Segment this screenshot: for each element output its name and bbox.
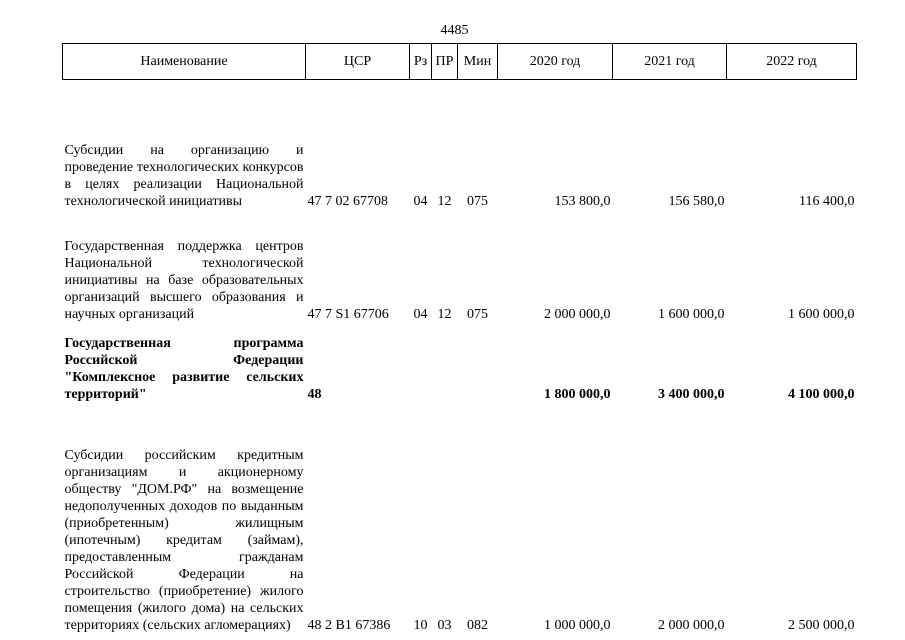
row-2022: 2 500 000,0 xyxy=(788,617,855,633)
row-2022: 1 600 000,0 xyxy=(788,306,855,322)
row-2020: 2 000 000,0 xyxy=(544,306,611,322)
header-name: Наименование xyxy=(63,44,306,80)
row-min xyxy=(458,323,498,403)
table-row xyxy=(63,323,857,403)
row-2021: 2 000 000,0 xyxy=(658,617,725,633)
row-2021: 156 580,0 xyxy=(668,193,725,209)
row-rz: 04 xyxy=(413,306,428,322)
table-header-row xyxy=(63,44,857,80)
header-csr: ЦСР xyxy=(306,44,410,80)
row-pr xyxy=(432,323,458,403)
row-min: 082 xyxy=(467,617,488,633)
row-pr: 12 xyxy=(437,193,452,209)
row-rz: 04 xyxy=(413,193,428,209)
row-min: 075 xyxy=(467,306,488,322)
budget-table xyxy=(62,43,857,634)
row-pr: 03 xyxy=(437,617,452,633)
row-min: 075 xyxy=(467,193,488,209)
row-csr: 47 7 S1 67706 xyxy=(307,306,389,322)
row-name: Государственная поддержка центров Национальной технологической инициативы на базе образовательных организаций высшего образования и научных организаций xyxy=(64,238,304,322)
row-2020: 1 000 000,0 xyxy=(544,617,611,633)
page-number: 4485 xyxy=(440,23,469,38)
row-csr: 48 xyxy=(307,386,322,402)
header-2022: 2022 год xyxy=(727,44,857,80)
row-name: Государственная программа Российской Федерации "Комплексное развитие сельских территорий" xyxy=(64,335,304,402)
header-rz: Рз xyxy=(410,44,432,80)
row-name: Субсидии российским кредитным организациям и акционерному обществу "ДОМ.РФ" на возмещение недополученных доходов по выданным (приобретенным) жилищным (ипотечным) кредитам (займам), предоставленным гражданам Российской Федерации на строительство (приобретение) жилого помещения (жилого дома) на сельских территориях (сельских агломерациях) xyxy=(64,447,304,633)
row-2021: 1 600 000,0 xyxy=(658,306,725,322)
table-row xyxy=(63,80,857,210)
header-2020: 2020 год xyxy=(498,44,613,80)
header-min: Мин xyxy=(458,44,498,80)
row-2021: 3 400 000,0 xyxy=(658,386,725,402)
table-row xyxy=(63,210,857,323)
table-row xyxy=(63,403,857,634)
header-2021: 2021 год xyxy=(613,44,727,80)
row-pr: 12 xyxy=(437,306,452,322)
row-2020: 153 800,0 xyxy=(554,193,611,209)
row-2022: 4 100 000,0 xyxy=(788,386,855,402)
row-2022: 116 400,0 xyxy=(799,193,855,209)
row-csr: 48 2 B1 67386 xyxy=(307,617,391,633)
row-2020: 1 800 000,0 xyxy=(544,386,611,402)
row-csr: 47 7 02 67708 xyxy=(307,193,388,209)
row-rz: 10 xyxy=(413,617,428,633)
header-pr: ПР xyxy=(432,44,458,80)
row-rz xyxy=(410,323,432,403)
row-name: Субсидии на организацию и проведение технологических конкурсов в целях реализации Национальной технологической инициативы xyxy=(64,142,304,209)
